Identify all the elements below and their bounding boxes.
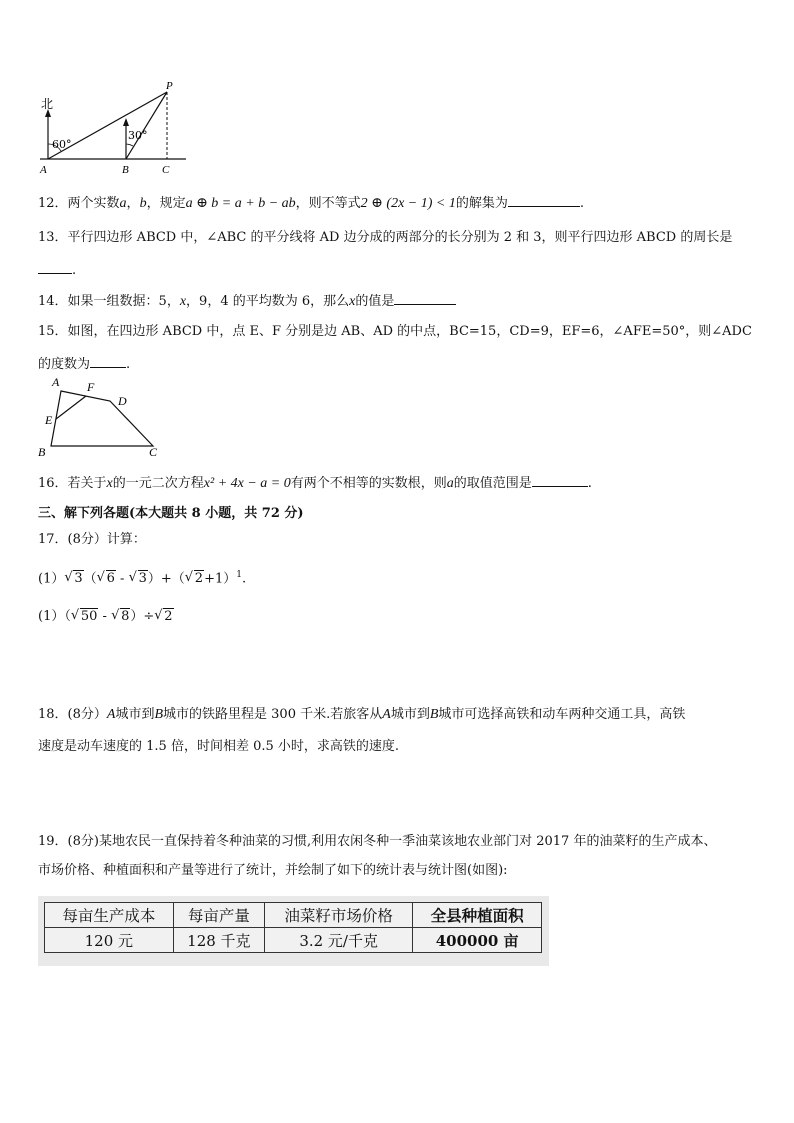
angle-label-b: 30°: [128, 129, 148, 142]
point-label-d: D: [118, 394, 127, 408]
question-19-cont: 市场价格、种植面积和产量等进行了统计，并绘制了如下的统计表与统计图(如图):: [38, 863, 508, 878]
question-18: 18．(8分）A城市到B城市的铁路里程是 300 千米.若旅客从A城市到B城市可选择高铁和动车两种交通工具，高铁: [38, 707, 686, 722]
answer-blank[interactable]: [532, 472, 588, 487]
answer-blank[interactable]: [38, 259, 72, 274]
table-cell: 400000 亩: [413, 928, 542, 953]
quadrilateral-diagram: [34, 374, 164, 458]
question-17-part1: (1）√ 3（√ 6 - √ 3）+（√ 2+1）$^1$.: [38, 566, 246, 588]
point-label-b: B: [38, 445, 46, 458]
question-17-part2: (1）（√ 50 - √ 8）÷√ 2: [38, 608, 174, 626]
point-label-c: C: [162, 164, 170, 176]
table-cell: 120 元: [45, 928, 174, 953]
table-row: [45, 928, 542, 953]
table-cell: 3.2 元/千克: [265, 928, 413, 953]
quadrilateral-abcd: [51, 391, 153, 446]
table-header-row: [45, 903, 542, 928]
direction-diagram: [36, 78, 188, 176]
question-15-cont: 的度数为 .: [38, 353, 130, 374]
question-13: 13．平行四边形 ABCD 中，∠ABC 的平分线将 AD 边分成的两部分的长分别为 2 和 3，则平行四边形 ABCD 的周长是: [38, 230, 733, 245]
segment-ef: [56, 396, 86, 419]
question-13-cont: .: [38, 259, 76, 280]
point-label-p: P: [166, 80, 173, 92]
statistics-table-image: [38, 896, 549, 966]
point-label-a: A: [52, 375, 60, 389]
point-label-c: C: [149, 445, 158, 458]
question-14: 14．如果一组数据：5，x，9，4 的平均数为 6，那么x的值是: [38, 290, 456, 311]
table-cell: 128 千克: [173, 928, 264, 953]
question-15: 15．如图，在四边形 ABCD 中，点 E、F 分别是边 AB、AD 的中点，BC=15，CD=9，EF=6，∠AFE=50°，则∠ADC: [38, 324, 752, 339]
angle-arc-b: [126, 144, 133, 146]
question-17: 17．(8分）计算：: [38, 532, 146, 547]
point-label-a: A: [40, 164, 47, 176]
table-header-cell: 每亩产量: [173, 903, 264, 928]
line-bp: [126, 92, 167, 159]
answer-blank[interactable]: [394, 290, 456, 305]
north-label: 北: [41, 97, 54, 111]
section-heading: 三、解下列各题(本大题共 8 小题，共 72 分): [38, 506, 304, 521]
table-header-cell: 油菜籽市场价格: [265, 903, 413, 928]
table-header-cell: 每亩生产成本: [45, 903, 174, 928]
question-12: 12．两个实数a，b，规定a ⊕ b = a + b − ab，则不等式2 ⊕ (2x − 1) < 1的解集为 .: [38, 192, 584, 213]
statistics-table: [44, 902, 542, 953]
question-19: 19．(8分)某地农民一直保持着冬种油菜的习惯,利用农闲冬种一季油菜该地农业部门对 2017 年的油菜籽的生产成本、: [38, 834, 717, 849]
answer-blank[interactable]: [508, 192, 580, 207]
point-label-e: E: [45, 413, 53, 427]
answer-blank[interactable]: [90, 353, 126, 368]
table-header-cell: 全县种植面积: [413, 903, 542, 928]
point-label-f: F: [87, 380, 95, 394]
question-18-cont: 速度是动车速度的 1.5 倍，时间相差 0.5 小时，求高铁的速度.: [38, 739, 400, 754]
question-16: 16．若关于x的一元二次方程x² + 4x − a = 0有两个不相等的实数根，则a的取值范围是 .: [38, 472, 592, 493]
point-label-b: B: [122, 164, 129, 176]
north-arrowhead-b: [123, 118, 129, 126]
angle-label-a: 60°: [52, 138, 72, 151]
